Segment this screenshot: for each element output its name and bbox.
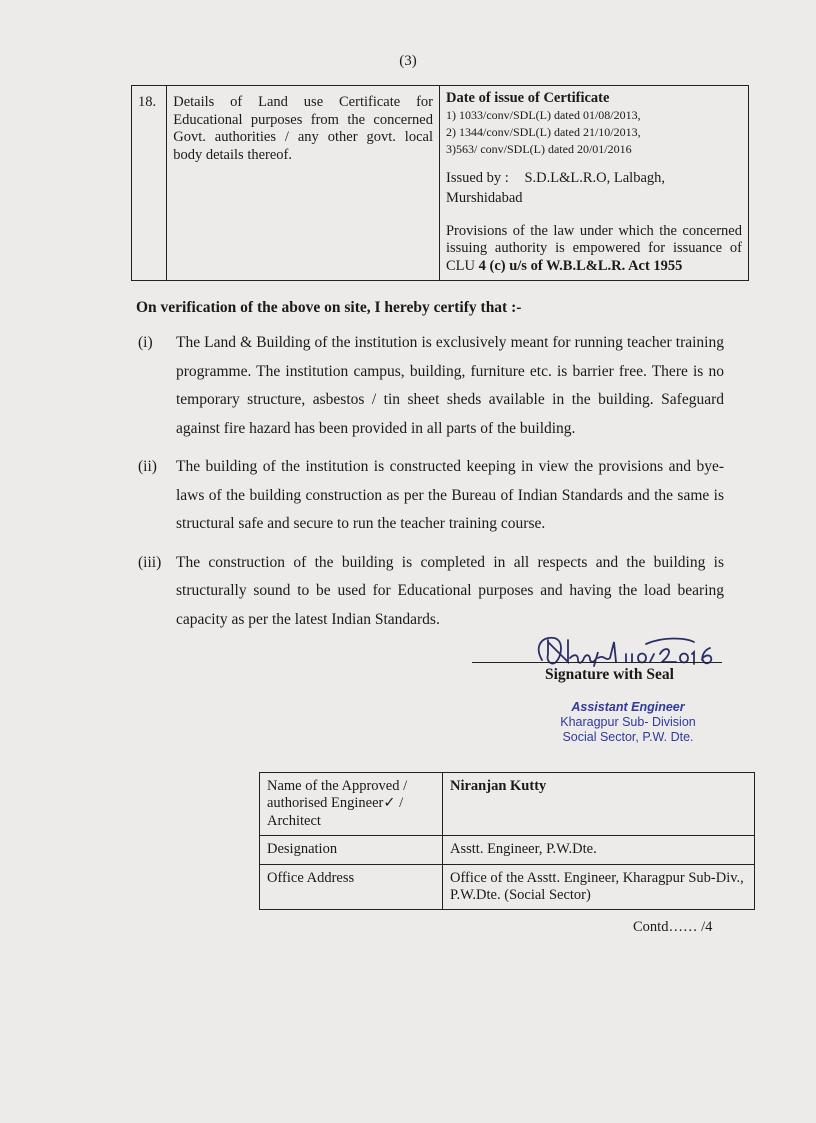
row-details — [439, 86, 748, 281]
table-key: Name of the Approved / authorised Engineer✓ / Architect — [260, 773, 443, 836]
certification-clauses — [138, 329, 724, 644]
table-key: Office Address — [260, 864, 443, 910]
issue-item: 2) 1344/conv/SDL(L) dated 21/10/2013, — [445, 124, 641, 139]
table-value: Office of the Asstt. Engineer, Kharagpur Sub-Div., P.W.Dte. (Social Sector) — [443, 864, 755, 910]
stamp-line: Social Sector, P.W. Dte. — [562, 730, 694, 744]
table-row — [260, 864, 755, 910]
clause-text: The building of the institution is constructed keeping in view the provisions and bye-laws of the building construction as per the Bureau of Indian Standards and the same is structural safe and secure to run the teacher training course. — [176, 458, 724, 532]
provisions — [446, 223, 742, 276]
issued-by — [446, 169, 742, 208]
provisions-act: 4 (c) u/s of W.B.L&L.R. Act 1955 — [478, 257, 683, 274]
clause-item — [138, 329, 724, 443]
issue-item: 1) 1033/conv/SDL(L) dated 01/08/2013, — [445, 108, 641, 122]
table-row — [260, 773, 755, 836]
table-row — [260, 836, 755, 864]
continued-note: Contd…… /4 — [633, 919, 713, 935]
verification-heading: On verification of the above on site, I hereby certify that :- — [136, 299, 522, 316]
provisions-text: Provisions of the law under which the concerned issuing authority is empowered for issuance of CLU — [445, 222, 742, 274]
certificate-table — [131, 85, 749, 281]
clause-number: (ii) — [138, 458, 157, 475]
engineer-details-table — [259, 772, 755, 910]
page-number: (3) — [399, 53, 417, 69]
signature-line — [472, 662, 722, 663]
signature-label: Signature with Seal — [545, 666, 674, 683]
issue-date-title: Date of issue of Certificate — [445, 90, 610, 106]
table-row — [132, 86, 749, 281]
table-key: Designation — [260, 836, 443, 864]
issue-list — [446, 107, 742, 157]
issue-item: 3)563/ conv/SDL(L) dated 20/01/2016 — [445, 141, 632, 156]
row-number: 18. — [132, 86, 167, 281]
stamp-line: Kharagpur Sub- Division — [560, 715, 696, 729]
clause-number: (iii) — [138, 553, 162, 571]
clause-text: The construction of the building is completed in all respects and the building is structurally sound to be used for Educational purposes and having the load bearing capacity as per the latest Indian Standards. — [176, 553, 724, 628]
clause-text: The Land & Building of the institution is exclusively meant for running teacher training programme. The institution campus, building, furniture etc. is barrier free. There is no temporary structure, asbestos / tin sheet sheds available in the building. Safeguard against fire hazard has been provided in all parts of the building. — [176, 334, 724, 437]
official-stamp — [548, 700, 708, 745]
clause-item — [138, 549, 724, 635]
table-value: Asstt. Engineer, P.W.Dte. — [443, 836, 755, 864]
row-description: Details of Land use Certificate for Educational purposes from the concerned Govt. authorities / any other govt. local body details thereof. — [167, 86, 440, 281]
issued-by-value: S.D.L&L.R.O, Lalbagh, Murshidabad — [445, 170, 666, 206]
clause-item — [138, 453, 724, 539]
issued-by-label: Issued by : — [445, 170, 509, 187]
clause-number: (i) — [138, 334, 153, 351]
table-value — [443, 773, 755, 836]
stamp-title: Assistant Engineer — [571, 700, 685, 714]
engineer-name: Niranjan Kutty — [450, 778, 547, 794]
